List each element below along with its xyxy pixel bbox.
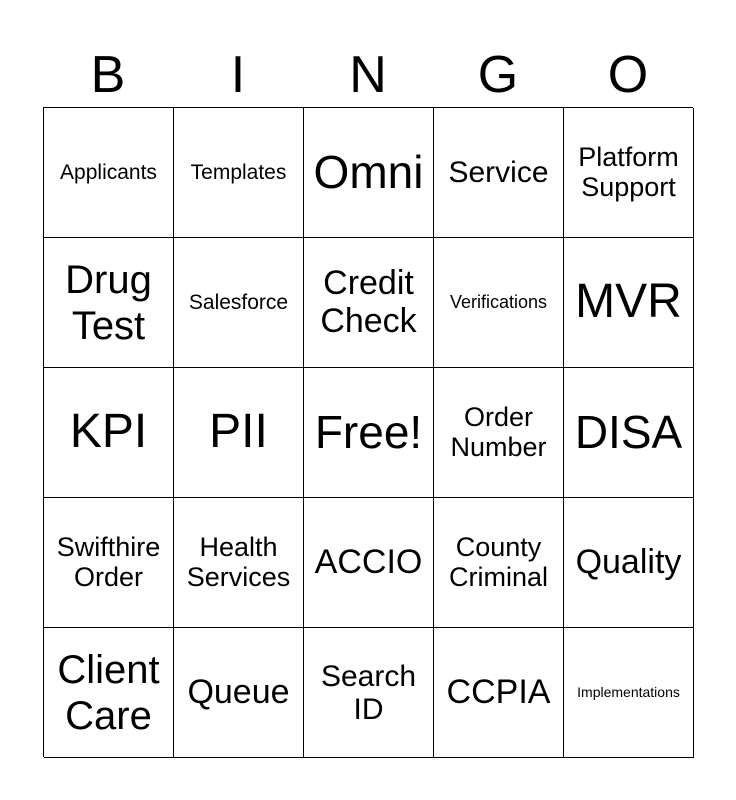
bingo-cell[interactable]: County Criminal: [434, 498, 564, 628]
bingo-cell[interactable]: PII: [174, 368, 304, 498]
bingo-cell[interactable]: DISA: [564, 368, 694, 498]
header-letter-g: G: [477, 46, 519, 104]
header-letter-n: N: [349, 46, 387, 104]
bingo-cell[interactable]: Templates: [174, 108, 304, 238]
bingo-cell[interactable]: Quality: [564, 498, 694, 628]
bingo-cell[interactable]: Salesforce: [174, 238, 304, 368]
bingo-cell[interactable]: Implementations: [564, 628, 694, 758]
bingo-cell[interactable]: Client Care: [44, 628, 174, 758]
bingo-header: [43, 42, 693, 108]
bingo-cell[interactable]: Applicants: [44, 108, 174, 238]
bingo-cell[interactable]: Verifications: [434, 238, 564, 368]
bingo-cell[interactable]: Free!: [304, 368, 434, 498]
bingo-cell[interactable]: Health Services: [174, 498, 304, 628]
bingo-cell[interactable]: KPI: [44, 368, 174, 498]
header-letter-o: O: [607, 46, 649, 104]
bingo-cell[interactable]: Platform Support: [564, 108, 694, 238]
bingo-cell[interactable]: ACCIO: [304, 498, 434, 628]
bingo-cell[interactable]: Queue: [174, 628, 304, 758]
bingo-cell[interactable]: Search ID: [304, 628, 434, 758]
bingo-board: [43, 107, 693, 757]
bingo-cell[interactable]: Order Number: [434, 368, 564, 498]
bingo-cell[interactable]: Credit Check: [304, 238, 434, 368]
header-letter-i: I: [230, 46, 246, 104]
bingo-cell[interactable]: Drug Test: [44, 238, 174, 368]
bingo-cell[interactable]: Service: [434, 108, 564, 238]
bingo-cell[interactable]: Swifthire Order: [44, 498, 174, 628]
bingo-cell[interactable]: CCPIA: [434, 628, 564, 758]
bingo-cell[interactable]: Omni: [304, 108, 434, 238]
header-letter-b: B: [90, 46, 126, 104]
bingo-cell[interactable]: MVR: [564, 238, 694, 368]
